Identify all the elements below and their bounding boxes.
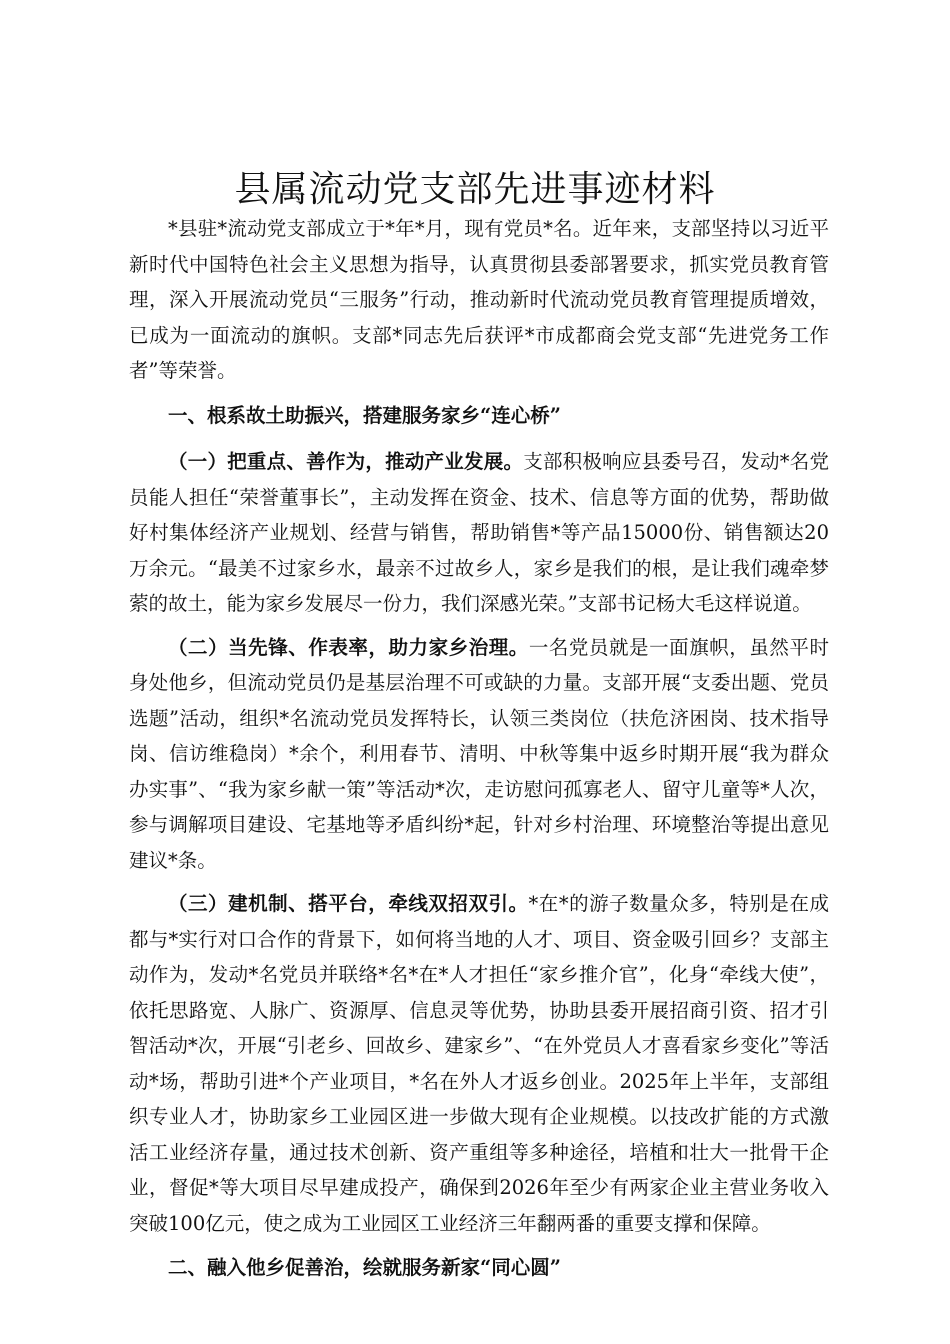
document-body [129, 211, 829, 1286]
item-2-lead: （二）当先锋、作表率，助力家乡治理。 [168, 635, 529, 659]
item-2-text: 一名党员就是一面旗帜，虽然平时身处他乡，但流动党员仍是基层治理不可或缺的力量。支部开展“支委出题、党员选题”活动，组织*名流动党员发挥特长，认领三类岗位（扶危济困岗、技术指导岗、信访维稳岗）*余个，利用春节、清明、中秋等集中返乡时期开展“我为群众办实事”、“我为家乡献一策”等活动*次，走访慰问孤寡老人、留守儿童等*人次，参与调解项目建设、宅基地等矛盾纠纷*起，针对乡村治理、环境整治等提出意见建议*条。 [129, 635, 829, 872]
section-1-item-2 [129, 630, 829, 879]
item-3-text: *在*的游子数量众多，特别是在成都与*实行对口合作的背景下，如何将当地的人才、项目、资金吸引回乡？支部主动作为，发动*名党员并联络*名*在*人才担任“家乡推介官”，化身“牵线大使”，依托思路宽、人脉广、资源厚、信息灵等优势，协助县委开展招商引资、招才引智活动*次，开展“引老乡、回故乡、建家乡”、“在外党员人才喜看家乡变化”等活动*场，帮助引进*个产业项目，*名在外人才返乡创业。2025年上半年，支部组织专业人才，协助家乡工业园区进一步做大现有企业规模。以技改扩能的方式激活工业经济存量，通过技术创新、资产重组等多种途径，培植和壮大一批骨干企业，督促*等大项目尽早建成投产，确保到2026年至少有两家企业主营业务收入突破100亿元，使之成为工业园区工业经济三年翻两番的重要支撑和保障。 [129, 892, 829, 1235]
section-2-heading: 二、融入他乡促善治，绘就服务新家“同心圆” [168, 1256, 561, 1279]
item-3-lead: （三）建机制、搭平台，牵线双招双引。 [168, 892, 529, 915]
section-1-item-3 [129, 886, 829, 1241]
document-title: 县属流动党支部先进事迹材料 [234, 169, 716, 210]
intro-paragraph: *县驻*流动党支部成立于*年*月，现有党员*名。近年来，支部坚持以习近平新时代中国特色社会主义思想为指导，认真贯彻县委部署要求，抓实党员教育管理，深入开展流动党员“三服务”行动，推动新时代流动党员教育管理提质增效，已成为一面流动的旗帜。支部*同志先后获评*市成都商会党支部“先进党务工作者”等荣誉。 [129, 217, 829, 382]
item-1-lead: （一）把重点、善作为，推动产业发展。 [168, 450, 524, 473]
section-1-heading: 一、根系故土助振兴，搭建服务家乡“连心桥” [168, 403, 561, 427]
section-1-item-1 [129, 444, 829, 622]
item-1-text: 支部积极响应县委号召，发动*名党员能人担任“荣誉董事长”，主动发挥在资金、技术、信息等方面的优势，帮助做好村集体经济产业规划、经营与销售，帮助销售*等产品15000份、销售额达20万余元。“最美不过家乡水，最亲不过故乡人，家乡是我们的根，是让我们魂牵梦萦的故土，能为家乡发展尽一份力，我们深感光荣。”支部书记杨大毛这样说道。 [129, 450, 829, 615]
